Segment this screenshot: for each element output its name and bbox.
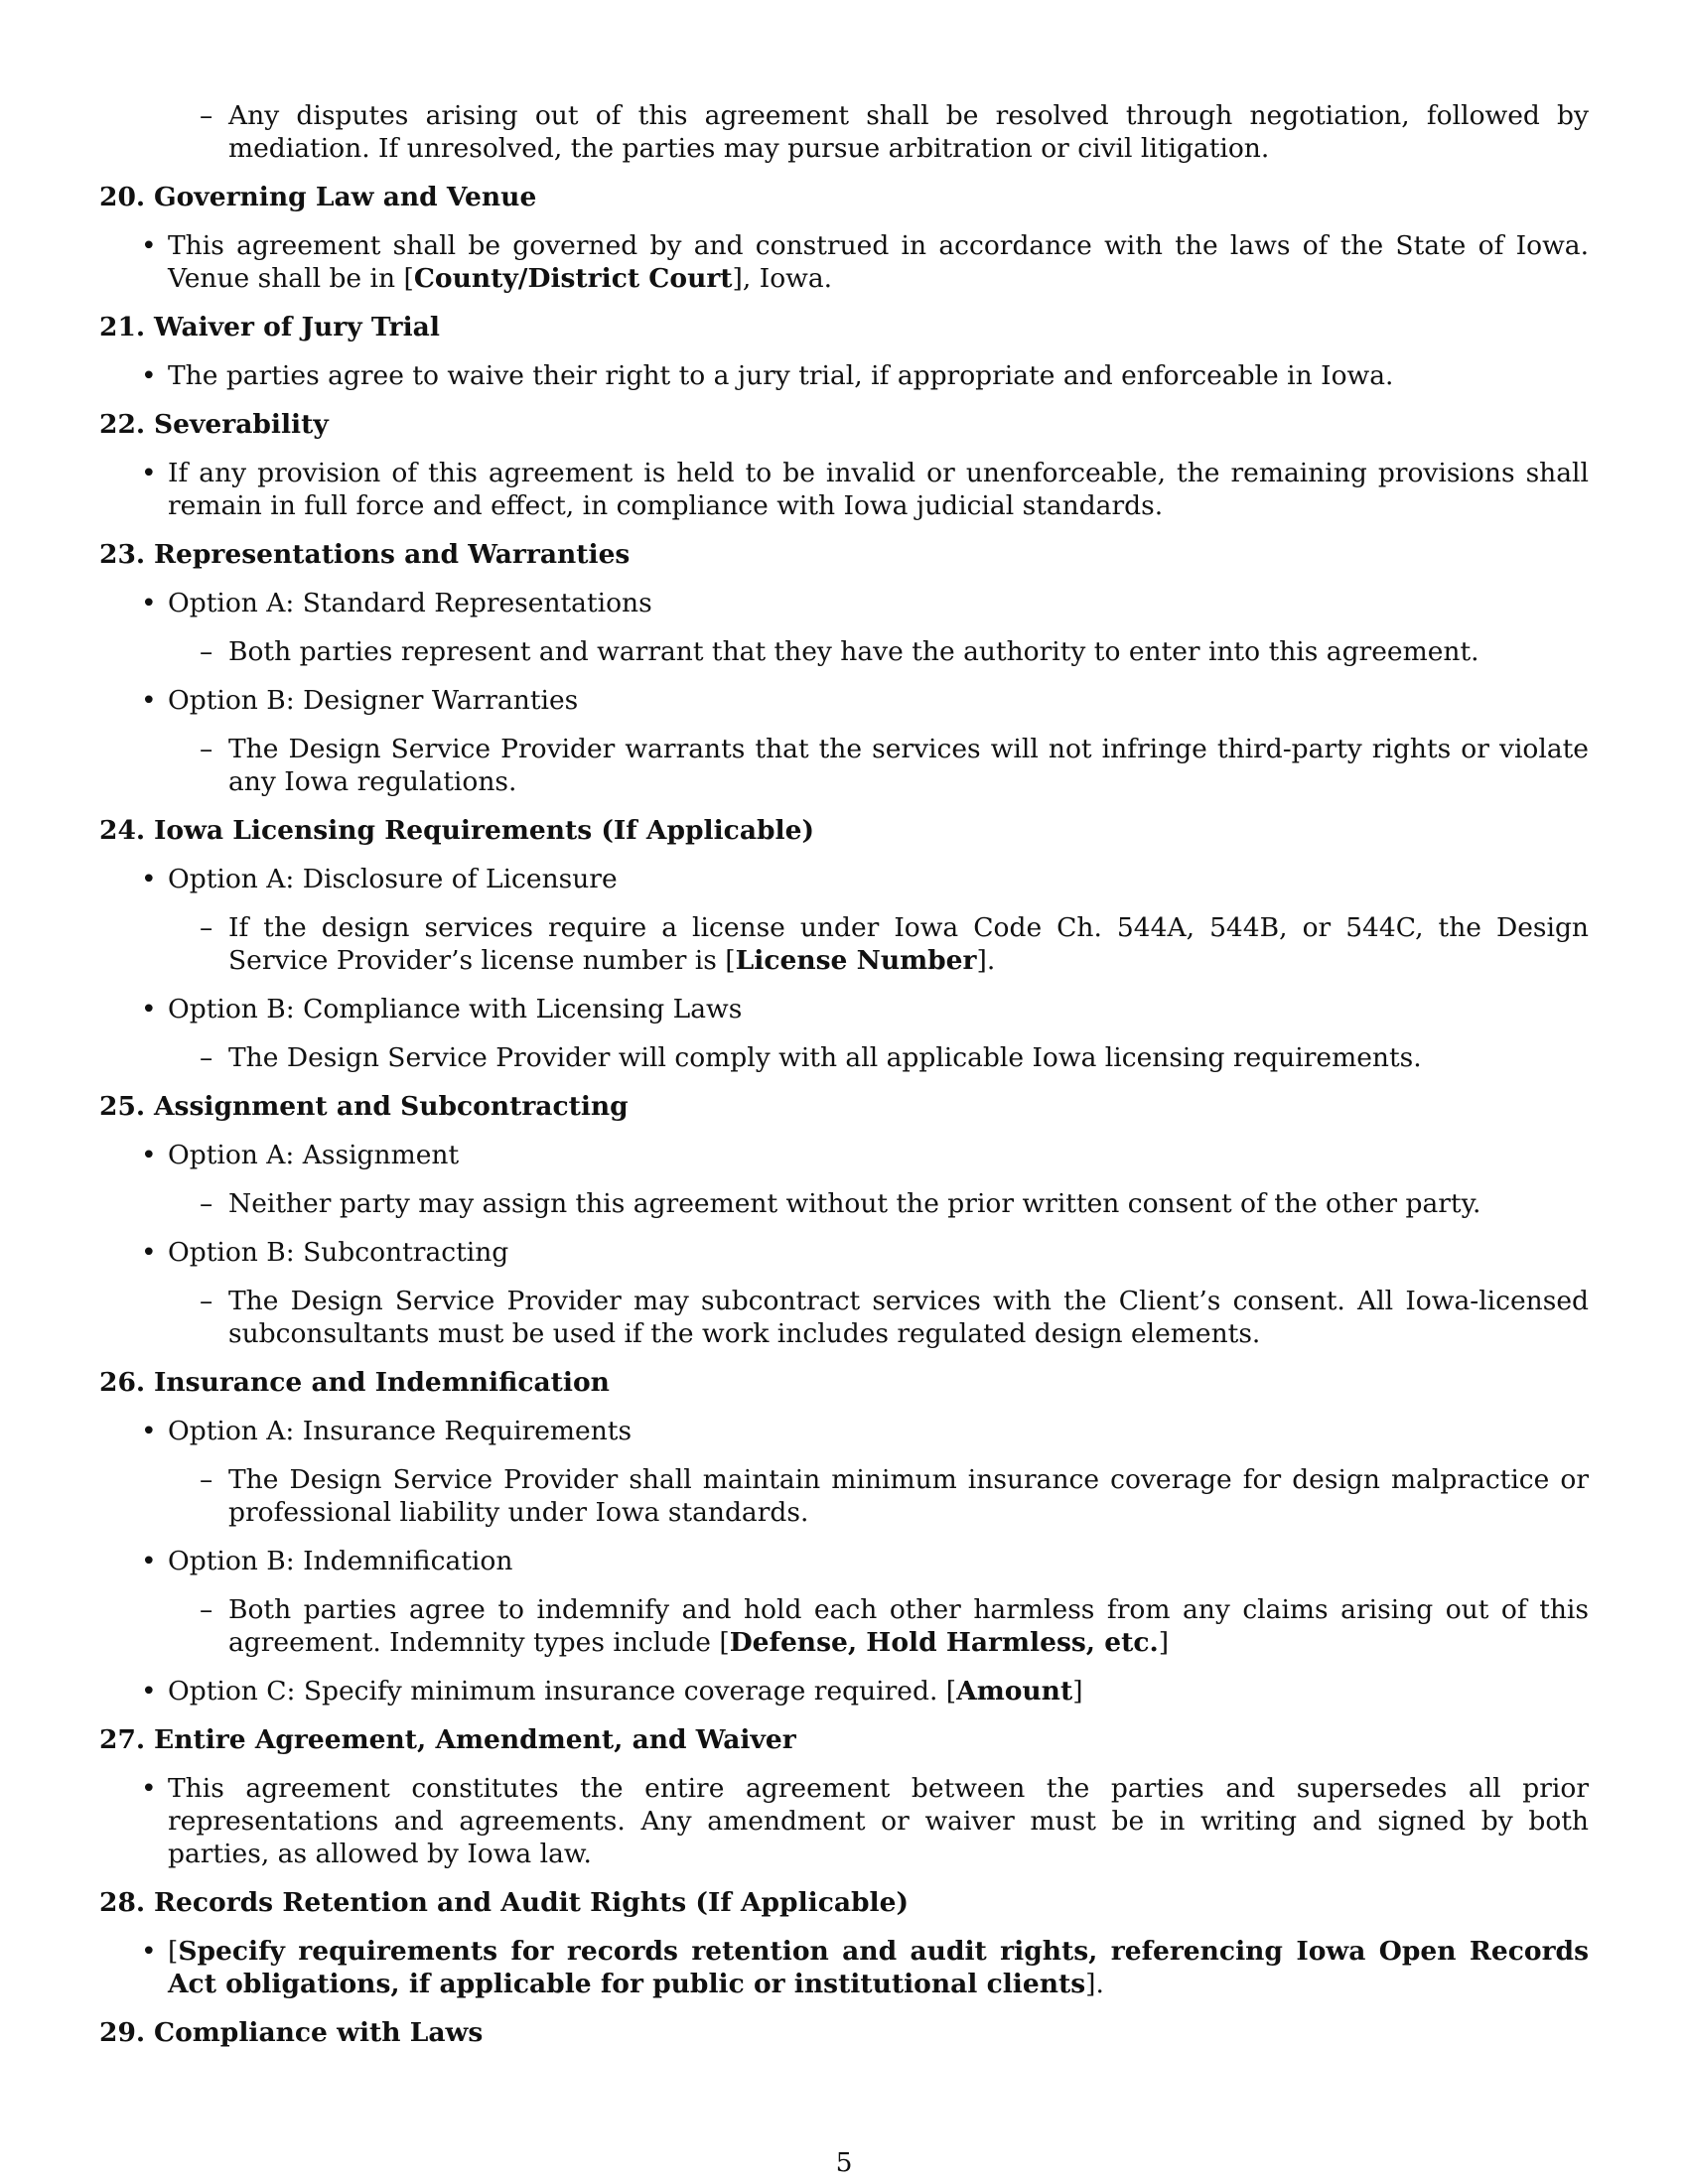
sub-item (99, 635, 1589, 668)
bold-text-segment: License Number (735, 945, 977, 976)
text-segment: ] (1158, 1627, 1170, 1658)
page-number: 5 (835, 2147, 853, 2178)
section-entire-agreement-amendment-and-waiver (99, 1723, 1589, 1870)
section-number: 23. (99, 539, 146, 570)
bold-text-segment: Specify requirements for records retention and audit rights, referencing Iowa Open Records Act obligations, if applicable for public or institutional clients (168, 1936, 1589, 1999)
section-heading (99, 538, 1589, 571)
text-segment: Option B: Indemnification (168, 1546, 513, 1576)
text-segment: Option A: Disclosure of Licensure (168, 864, 618, 894)
section-title: Assignment and Subcontracting (154, 1091, 629, 1122)
section-records-retention-and-audit-rights-if-applicable (99, 1886, 1589, 2000)
sections-list (99, 181, 1589, 2049)
text-segment: Option B: Subcontracting (168, 1237, 509, 1268)
text-segment: ], Iowa. (732, 263, 833, 294)
section-title: Insurance and Indemnification (154, 1367, 610, 1398)
bullet-item (99, 1545, 1589, 1577)
text-segment: Option C: Specify minimum insurance coverage required. [ (168, 1676, 957, 1706)
text-segment: The Design Service Provider may subcontract services with the Client’s consent. All Iowa-licensed subconsultants must be used if the work includes regulated design elements. (228, 1286, 1589, 1349)
section-number: 27. (99, 1724, 146, 1755)
section-heading (99, 814, 1589, 847)
bullet-item (99, 229, 1589, 295)
section-compliance-with-laws (99, 2016, 1589, 2049)
text-segment: If the design services require a license under Iowa Code Ch. 544A, 544B, or 544C, the Design Service Provider’s license number is [ (228, 912, 1589, 976)
section-heading (99, 2016, 1589, 2049)
text-segment: Option B: Designer Warranties (168, 685, 579, 716)
text-segment: The Design Service Provider shall maintain minimum insurance coverage for design malpractice or professional liability under Iowa standards. (228, 1464, 1589, 1528)
sub-item (99, 1593, 1589, 1659)
sub-item (99, 1187, 1589, 1220)
sub-item (99, 1463, 1589, 1529)
bold-text-segment: Amount (956, 1676, 1073, 1706)
section-number: 24. (99, 815, 146, 846)
section-governing-law-and-venue (99, 181, 1589, 295)
section-iowa-licensing-requirements-if-applicable (99, 814, 1589, 1074)
section-number: 29. (99, 2017, 146, 2048)
text-segment: Option A: Insurance Requirements (168, 1416, 633, 1446)
section-waiver-of-jury-trial (99, 311, 1589, 392)
text-segment: If any provision of this agreement is held to be invalid or unenforceable, the remaining provisions shall remain in full force and effect, in compliance with Iowa judicial standards. (168, 458, 1589, 521)
section-heading (99, 1090, 1589, 1123)
section-number: 28. (99, 1887, 146, 1918)
section-severability (99, 408, 1589, 522)
text-segment: ]. (1085, 1969, 1104, 1999)
section-heading (99, 181, 1589, 213)
section-title: Iowa Licensing Requirements (If Applicable) (154, 815, 814, 846)
sub-item (99, 1041, 1589, 1074)
text-segment: Neither party may assign this agreement without the prior written consent of the other party. (228, 1188, 1481, 1219)
bold-text-segment: Defense, Hold Harmless, etc. (729, 1627, 1159, 1658)
section-heading (99, 1723, 1589, 1756)
section-insurance-and-indemnification (99, 1366, 1589, 1707)
section-title: Entire Agreement, Amendment, and Waiver (154, 1724, 796, 1755)
text-segment: Option A: Standard Representations (168, 588, 652, 618)
text-segment: Option B: Compliance with Licensing Laws (168, 994, 743, 1024)
bullet-item (99, 587, 1589, 619)
section-heading (99, 1886, 1589, 1919)
section-title: Severability (154, 409, 329, 440)
bullet-item (99, 684, 1589, 717)
bullet-item (99, 359, 1589, 392)
text-segment: ] (1072, 1676, 1083, 1706)
text-segment: The parties agree to waive their right to a jury trial, if appropriate and enforceable in Iowa. (168, 360, 1394, 391)
section-number: 25. (99, 1091, 146, 1122)
document-page (99, 99, 1589, 2065)
text-segment: Option A: Assignment (168, 1140, 460, 1170)
section-title: Records Retention and Audit Rights (If Applicable) (154, 1887, 910, 1918)
text-segment: The Design Service Provider warrants that the services will not infringe third-party rights or violate any Iowa regulations. (228, 734, 1589, 797)
bullet-item (99, 863, 1589, 895)
section-number: 22. (99, 409, 146, 440)
section-title: Representations and Warranties (154, 539, 631, 570)
section-heading (99, 1366, 1589, 1399)
text-segment: This agreement constitutes the entire agreement between the parties and supersedes all prior representations and agreements. Any amendment or waiver must be in writing and signed by both parties, as allowed by Iowa law. (168, 1773, 1589, 1869)
sub-item (99, 733, 1589, 798)
text-segment: ]. (976, 945, 996, 976)
section-number: 20. (99, 182, 146, 212)
bold-text-segment: County/District Court (413, 263, 733, 294)
bullet-item (99, 1415, 1589, 1447)
text-segment: The Design Service Provider will comply with all applicable Iowa licensing requirements. (228, 1042, 1422, 1073)
bullet-item (99, 1236, 1589, 1269)
section-title: Waiver of Jury Trial (154, 312, 440, 342)
section-number: 26. (99, 1367, 146, 1398)
sub-item (99, 1285, 1589, 1350)
section-heading (99, 311, 1589, 343)
text-segment: Both parties agree to indemnify and hold each other harmless from any claims arising out of this agreement. Indemnity types include [ (228, 1594, 1589, 1658)
bullet-item (99, 457, 1589, 522)
section-number: 21. (99, 312, 146, 342)
bullet-item (99, 1935, 1589, 2000)
text-segment: Both parties represent and warrant that they have the authority to enter into this agreement. (228, 636, 1479, 667)
text-segment: Any disputes arising out of this agreement shall be resolved through negotiation, followed by mediation. If unresolved, the parties may pursue arbitration or civil litigation. (228, 100, 1589, 164)
continued-clause (99, 99, 1589, 165)
section-title: Governing Law and Venue (154, 182, 537, 212)
section-assignment-and-subcontracting (99, 1090, 1589, 1350)
section-title: Compliance with Laws (154, 2017, 484, 2048)
sub-item (99, 911, 1589, 977)
section-heading (99, 408, 1589, 441)
bullet-item (99, 1772, 1589, 1870)
bullet-item (99, 1675, 1589, 1707)
text-segment: [ (168, 1936, 179, 1967)
bullet-item (99, 1139, 1589, 1171)
text-segment: This agreement shall be governed by and construed in accordance with the laws of the State of Iowa. Venue shall be in [ (168, 230, 1589, 294)
bullet-item (99, 993, 1589, 1025)
section-representations-and-warranties (99, 538, 1589, 798)
